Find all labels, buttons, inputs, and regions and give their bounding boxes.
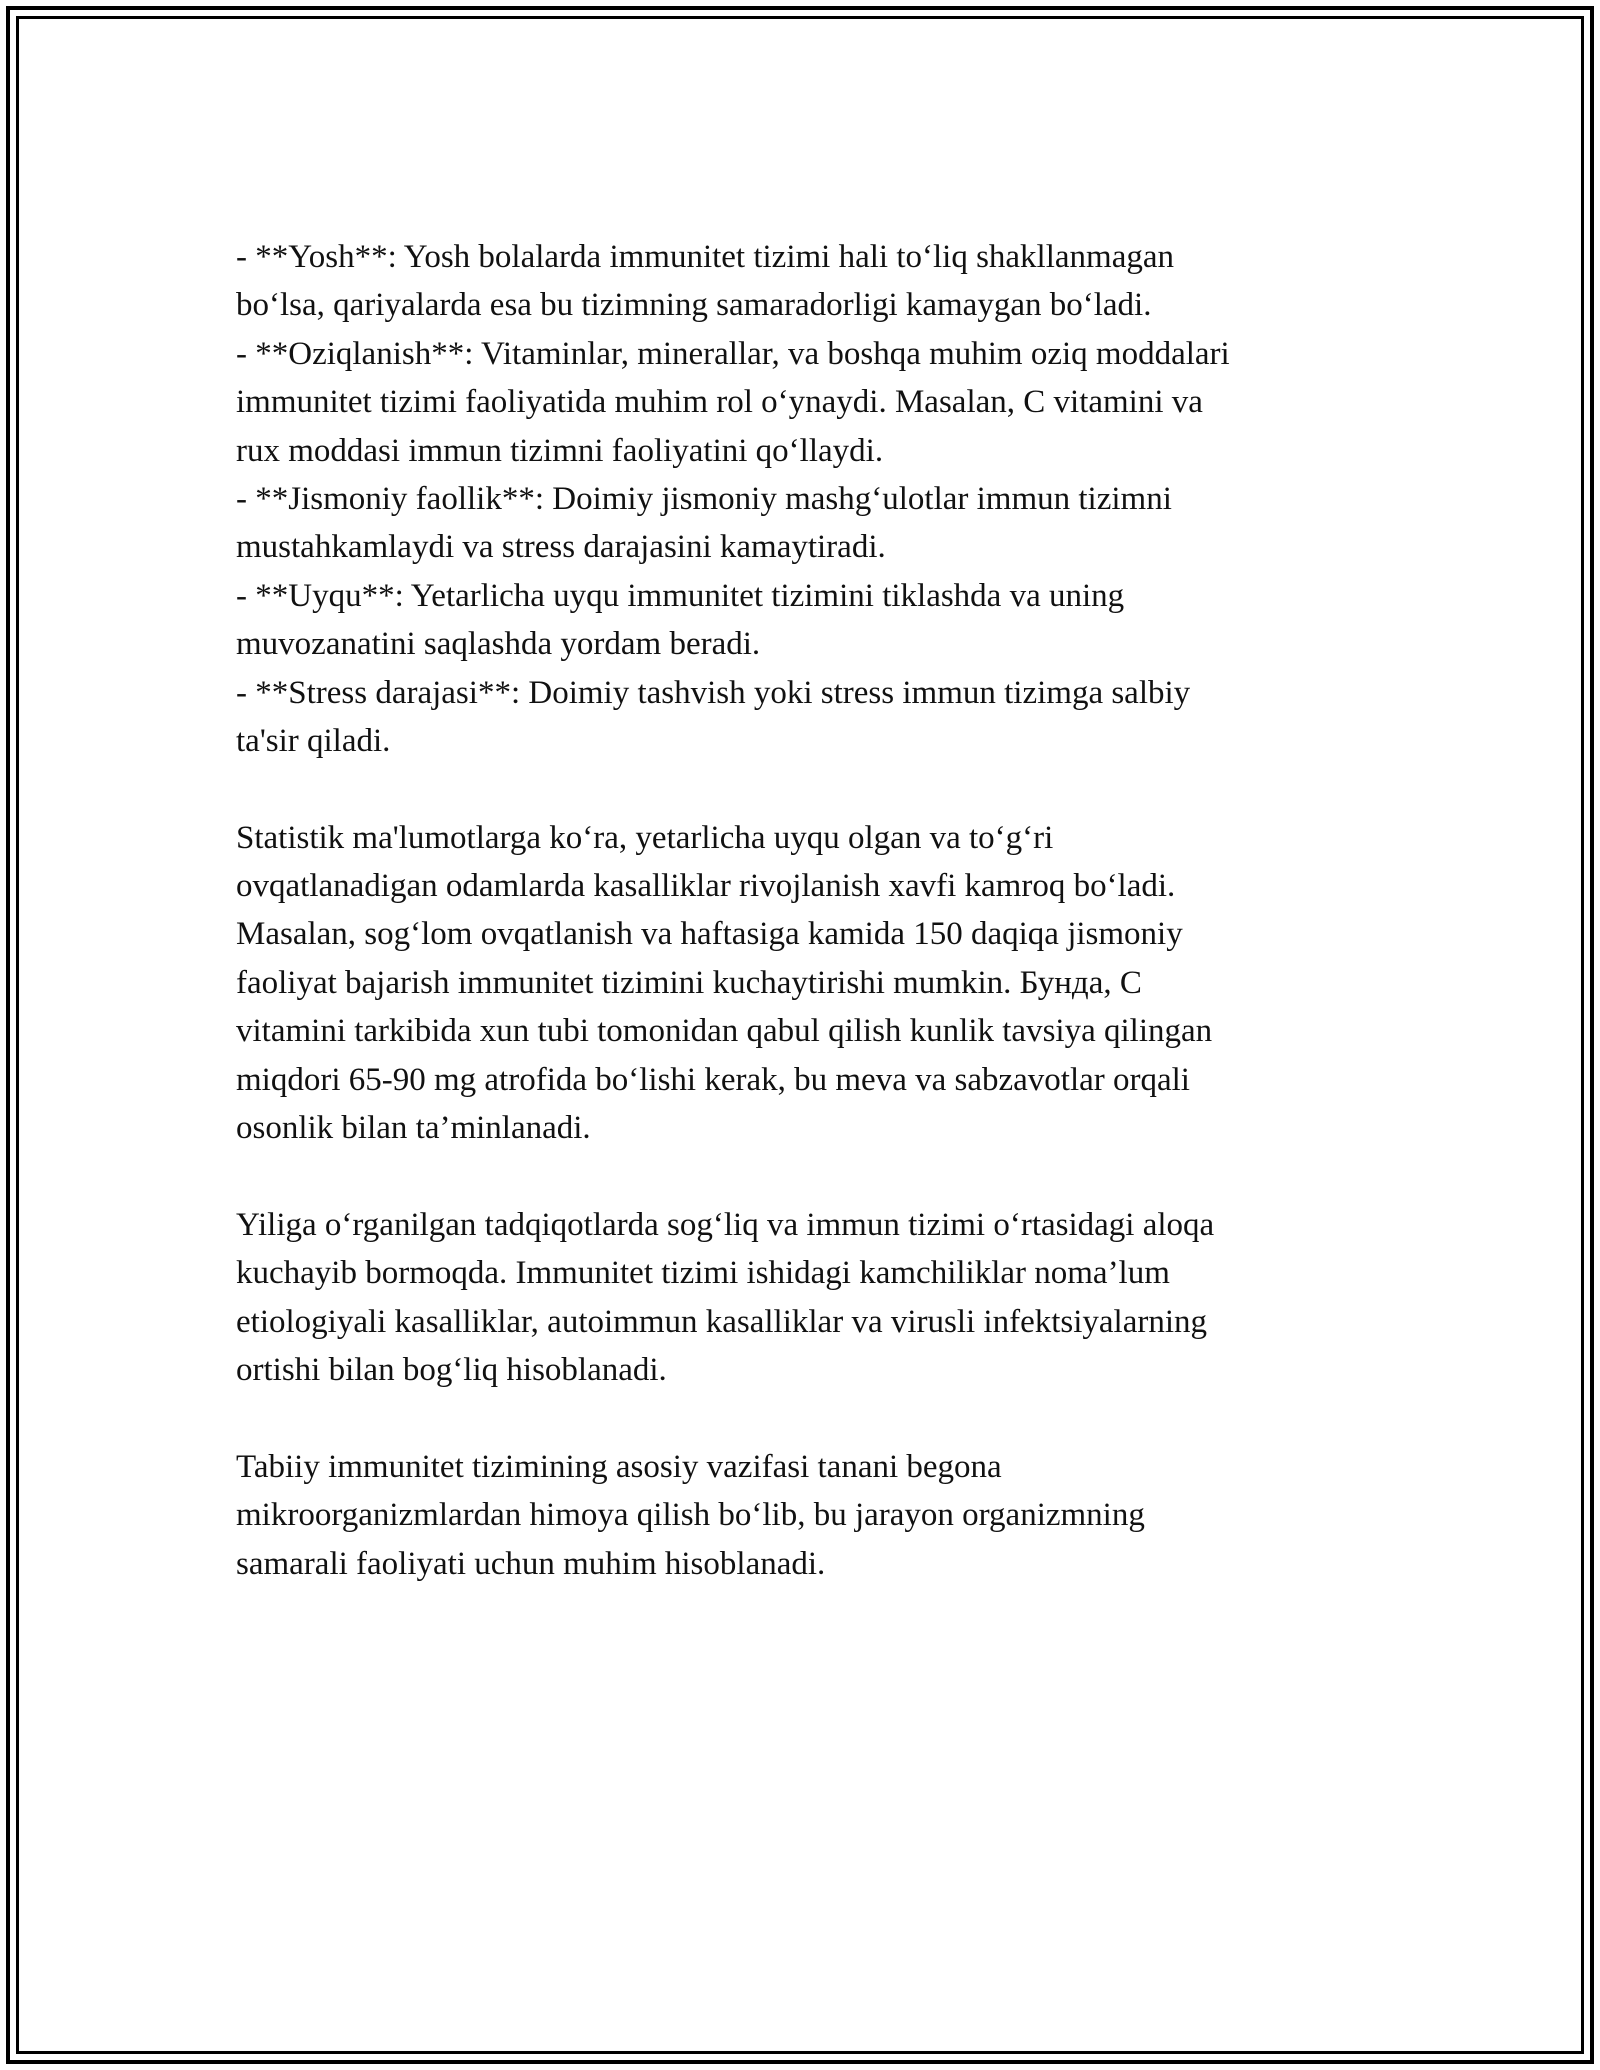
paragraph-tabiiy xyxy=(236,1443,1396,1588)
text-line: ovqatlanadigan odamlarda kasalliklar rivojlanish xavfi kamroq bo‘ladi. xyxy=(236,868,1176,905)
bullet-item-stress-darajasi xyxy=(236,669,1396,766)
text-line: - **Stress darajasi**: Doimiy tashvish yoki stress immun tizimga salbiy xyxy=(236,674,1191,711)
text-line: rux moddasi immun tizimni faoliyatini qo‘llaydi. xyxy=(236,432,884,469)
text-line: kuchayib bormoqda. Immunitet tizimi ishidagi kamchiliklar noma’lum xyxy=(236,1255,1170,1292)
text-line: muvozanatini saqlashda yordam beradi. xyxy=(236,626,761,663)
text-line: mikroorganizmlardan himoya qilish bo‘lib, bu jarayon organizmning xyxy=(236,1497,1145,1534)
text-line: - **Oziqlanish**: Vitaminlar, minerallar, va boshqa muhim oziq moddalari xyxy=(236,335,1230,372)
text-line: ortishi bilan bog‘liq hisoblanadi. xyxy=(236,1351,667,1388)
text-line: Yiliga o‘rganilgan tadqiqotlarda sog‘liq va immun tizimi o‘rtasidagi aloqa xyxy=(236,1206,1215,1243)
document-body xyxy=(236,233,1396,1588)
text-line: Statistik ma'lumotlarga ko‘ra, yetarlicha uyqu olgan va to‘g‘ri xyxy=(236,819,1054,856)
text-line: vitamini tarkibida xun tubi tomonidan qabul qilish kunlik tavsiya qilingan xyxy=(236,1013,1213,1050)
text-line: miqdori 65-90 mg atrofida bo‘lishi kerak, bu meva va sabzavotlar orqali xyxy=(236,1061,1190,1098)
text-line: osonlik bilan ta’minlanadi. xyxy=(236,1110,591,1147)
paragraph-spacer xyxy=(236,1152,1396,1200)
text-line: ta'sir qiladi. xyxy=(236,722,391,759)
paragraph-spacer xyxy=(236,765,1396,813)
paragraph-statistik xyxy=(236,814,1396,1153)
text-line: immunitet tizimi faoliyatida muhim rol o‘ynaydi. Masalan, C vitamini va xyxy=(236,384,1203,421)
bullet-item-yosh xyxy=(236,233,1396,330)
paragraph-spacer xyxy=(236,1394,1396,1442)
text-line: etiologiyali kasalliklar, autoimmun kasalliklar va virusli infektsiyalarning xyxy=(236,1303,1208,1340)
bullet-item-jismoniy-faollik xyxy=(236,475,1396,572)
bullet-list xyxy=(236,233,1396,765)
text-line: faoliyat bajarish immunitet tizimini kuchaytirishi mumkin. Бунда, C xyxy=(236,964,1142,1001)
text-line: - **Jismoniy faollik**: Doimiy jismoniy mashg‘ulotlar immun tizimni xyxy=(236,480,1172,517)
text-line: Tabiiy immunitet tizimining asosiy vazifasi tanani begona xyxy=(236,1448,1002,1485)
text-line: mustahkamlaydi va stress darajasini kamaytiradi. xyxy=(236,529,886,566)
paragraph-yiliga xyxy=(236,1201,1396,1395)
bullet-item-oziqlanish xyxy=(236,330,1396,475)
text-line: - **Uyqu**: Yetarlicha uyqu immunitet tizimini tiklashda va uning xyxy=(236,577,1125,614)
text-line: - **Yosh**: Yosh bolalarda immunitet tizimi hali to‘liq shakllanmagan xyxy=(236,239,1175,275)
text-line: Masalan, sog‘lom ovqatlanish va haftasiga kamida 150 daqiqa jismoniy xyxy=(236,916,1183,953)
bullet-item-uyqu xyxy=(236,572,1396,669)
text-line: bo‘lsa, qariyalarda esa bu tizimning samaradorligi kamaygan bo‘ladi. xyxy=(236,287,1152,324)
text-line: samarali faoliyati uchun muhim hisoblanadi. xyxy=(236,1545,826,1582)
